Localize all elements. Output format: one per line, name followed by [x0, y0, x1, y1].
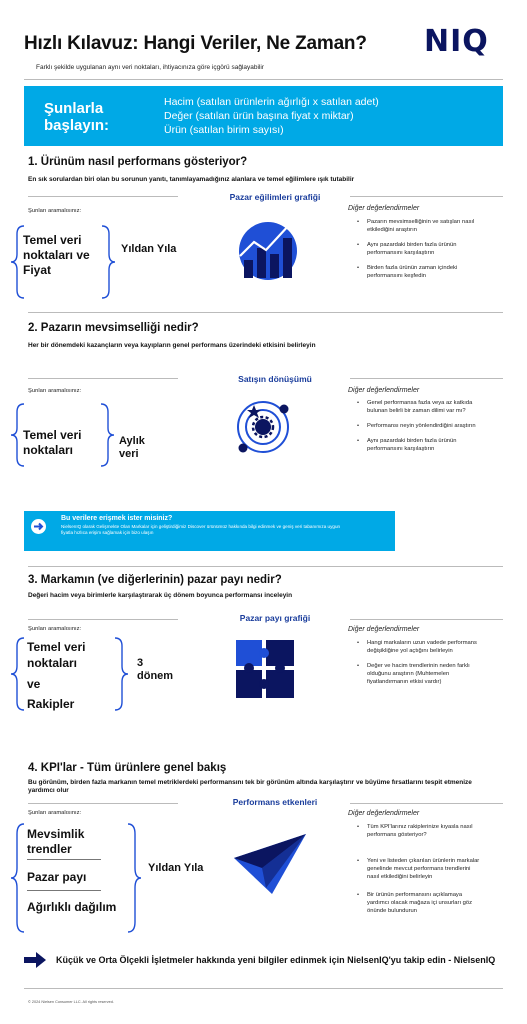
right-brace-icon	[123, 822, 143, 934]
right-brace-icon	[110, 636, 130, 712]
page-subtitle: Farklı şekilde uygulanan aynı veri noktaları, ihtiyacınıza göre içgörü sağlayabilir	[36, 64, 264, 71]
section-2-title: 2. Pazarın mevsimselliği nedir?	[28, 322, 199, 334]
access-data-box[interactable]	[24, 511, 395, 551]
divider	[27, 859, 101, 860]
banner-item: Hacim (satılan ürünlerin ağırlığı x satılan adet)	[164, 96, 379, 108]
bullet-item: • Bir ürünün performansını açıklamaya yardımcı olacak mağaza içi unsurları göz önünde bulundurun	[355, 891, 483, 915]
section-1-data-points: Temel veri noktaları ve Fiyat	[23, 233, 90, 277]
section-4-bullets	[355, 823, 483, 922]
look-for-label: Şunları aramalısınız:	[28, 208, 82, 214]
left-brace-icon	[9, 636, 29, 712]
banner-lead: Şunlarla başlayın:	[44, 100, 110, 134]
section-1-bullets	[355, 218, 483, 287]
right-brace-icon	[96, 402, 116, 468]
other-considerations-label: Diğer değerlendirmeler	[348, 205, 420, 212]
section-4-desc: Bu görünüm, birden fazla markanın temel metriklerdeki performansını tek bir görünüm altında karşılaştırır ve büyüme fırsatlarını tespit etmenize yardımcı olur	[28, 779, 472, 794]
access-desc: NielsenIQ olarak Gelişmekte Olan Markalar için geliştirdiğimiz Discover ürünümüz hakkında bilgi edinmek ve geniş veri tabanımıza uygun fiyatla hızlıca erişim sağlamak için bizo ulaşın	[61, 524, 341, 535]
section-4-period: Yıldan Yıla	[148, 862, 204, 874]
market-trends-chart-icon	[232, 216, 304, 282]
divider	[27, 890, 101, 891]
section-3-data-points-4: Rakipler	[27, 697, 75, 711]
left-brace-icon	[9, 822, 29, 934]
section-2-period: Aylık veri	[119, 435, 145, 460]
section-4-title: 4. KPI'lar - Tüm ürünlere genel bakış	[28, 762, 227, 774]
section-2-data-points: Temel veri noktaları	[23, 428, 82, 457]
sales-cycle-icon	[232, 396, 294, 458]
paper-plane-icon	[232, 832, 308, 896]
look-for-label: Şunları aramalısınız:	[28, 388, 82, 394]
section-3-period: 3 dönem	[137, 657, 174, 682]
section-4-metric-3: Ağırlıklı dağılım	[27, 900, 117, 914]
bullet-item: • Aynı pazardaki birden fazla ürünün performansını karşılaştırın	[355, 241, 483, 257]
niq-logo: NIQ	[424, 24, 489, 59]
page-title: Hızlı Kılavuz: Hangi Veriler, Ne Zaman?	[24, 33, 367, 54]
section-3-graphic-title: Pazar payı grafiği	[239, 613, 311, 623]
divider	[24, 988, 503, 989]
other-considerations-label: Diğer değerlendirmeler	[348, 810, 420, 817]
other-considerations-label: Diğer değerlendirmeler	[348, 387, 420, 394]
section-4-metric-2: Pazar payı	[27, 870, 87, 884]
section-3-bullets	[355, 639, 483, 693]
divider	[28, 803, 178, 804]
section-3-data-points-2: noktaları	[27, 656, 78, 670]
divider	[28, 566, 503, 567]
divider	[24, 79, 503, 80]
bullet-item: • Yeni ve listeden çıkarılan ürünlerin markalar genelinde mevcut performans trendlerini nasıl etkilediğini belirleyin	[355, 857, 483, 881]
bullet-item: • Değer ve hacim trendlerinin neden farklı olduğunu araştırın (Muhtemelen fiyatlandırmanın etkisi vardır)	[355, 662, 483, 686]
section-2-bullets	[355, 399, 483, 460]
divider	[350, 619, 503, 620]
banner-item: Değer (satılan ürün başına fiyat x miktar)	[164, 110, 354, 122]
section-1-title: 1. Ürünüm nasıl performans gösteriyor?	[28, 156, 248, 168]
section-1-period: Yıldan Yıla	[121, 243, 177, 255]
other-considerations-label: Diğer değerlendirmeler	[348, 626, 420, 633]
bullet-item: • Hangi markaların uzun vadede performans değişikliğine yol açtığını belirleyin	[355, 639, 483, 655]
arrow-right-icon	[24, 952, 46, 968]
access-title: Bu verilere erişmek ister misiniz?	[61, 515, 173, 522]
section-3-data-points-3: ve	[27, 677, 41, 691]
copyright: © 2024 Nielsen Consumer LLC. All rights reserved.	[28, 1000, 114, 1004]
divider	[28, 378, 178, 379]
bullet-item: • Pazarın mevsimselliğinin ve satışları nasıl etkilediğini araştırın	[355, 218, 483, 234]
section-4-metric-1: Mevsimlik trendler	[27, 827, 85, 856]
section-4-graphic-title: Performans etkenleri	[232, 797, 318, 807]
divider	[350, 803, 503, 804]
follow-nielseniq-link[interactable]: Küçük ve Orta Ölçekli İşletmeler hakkında yeni bilgiler edinmek için NielsenIQ'yu takip edin - NielsenIQ	[56, 955, 496, 965]
start-with-banner	[24, 86, 503, 146]
divider	[28, 196, 178, 197]
look-for-label: Şunları aramalısınız:	[28, 810, 82, 816]
bullet-item: • Aynı pazardaki birden fazla ürünün performansını karşılaştırın	[355, 437, 483, 453]
section-2-desc: Her bir dönemdeki kazançların veya kayıpların genel performans üzerindeki etkisini belirleyin	[28, 342, 316, 349]
banner-items	[164, 95, 379, 137]
section-1-desc: En sık sorulardan biri olan bu sorunun yanıtı, tanımlayamadığınız alanlara ve temel eğilimlere ışık tutabilir	[28, 176, 355, 183]
section-3-data-points-1: Temel veri	[27, 640, 86, 654]
banner-item: Ürün (satılan birim sayısı)	[164, 124, 284, 136]
look-for-label: Şunları aramalısınız:	[28, 626, 82, 632]
bullet-item: • Tüm KPI'larınız rakiplerinize kıyasla nasıl performans gösteriyor?	[355, 823, 483, 839]
arrow-circle-icon	[31, 519, 46, 534]
bullet-item: • Birden fazla ürünün zaman içindeki performansını keşfedin	[355, 264, 483, 280]
section-2-graphic-title: Satışın dönüşümü	[238, 374, 312, 384]
divider	[350, 378, 503, 379]
divider	[350, 196, 503, 197]
divider	[28, 312, 503, 313]
section-3-title: 3. Markamın (ve diğerlerinin) pazar payı nedir?	[28, 574, 282, 586]
section-3-desc: Değeri hacim veya birimlerle karşılaştırarak üç dönem boyunca performansı inceleyin	[28, 592, 293, 599]
right-brace-icon	[97, 224, 117, 300]
section-1-graphic-title: Pazar eğilimleri grafiği	[229, 192, 321, 202]
bullet-item: • Genel performansa fazla veya az katkıda bulunan belirli bir zaman dilimi var mı?	[355, 399, 483, 415]
divider	[28, 619, 178, 620]
market-share-puzzle-icon	[234, 638, 296, 700]
bullet-item: • Performansı neyin yönlendirdiğini araştırın	[355, 422, 483, 430]
